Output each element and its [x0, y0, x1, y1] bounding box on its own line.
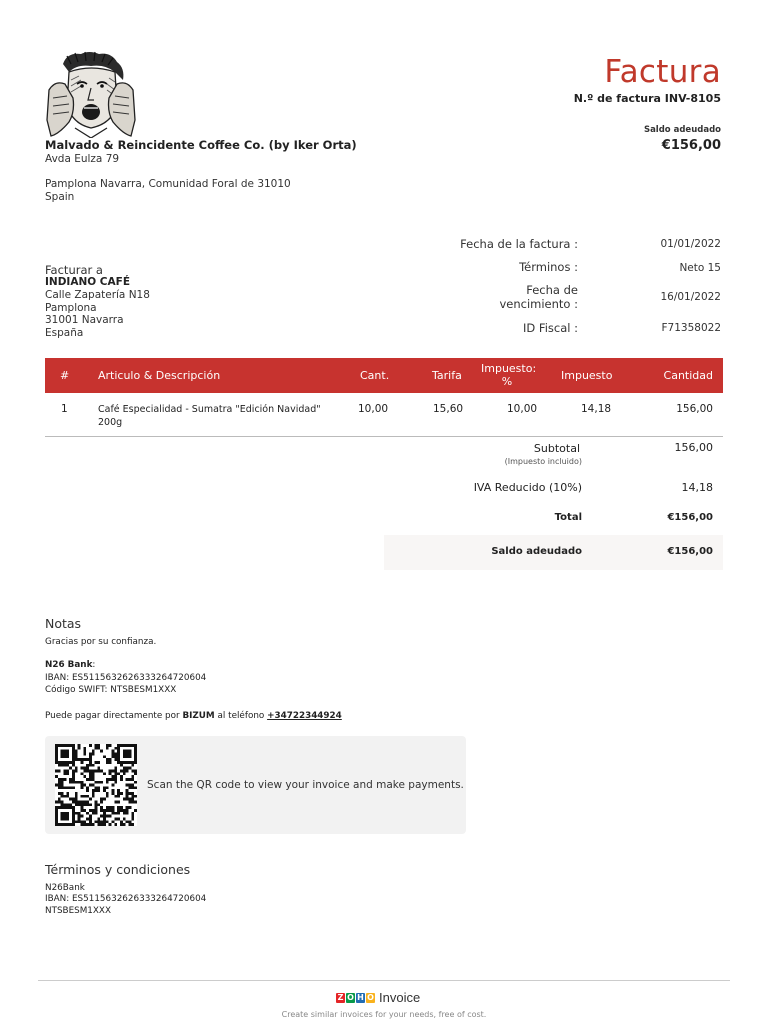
terms-title: Términos y condiciones: [45, 862, 191, 877]
row-rate: 15,60: [433, 403, 464, 415]
terms-value: Neto 15: [679, 262, 721, 274]
tax-id-label: ID Fiscal :: [523, 321, 578, 335]
header-amount: Cantidad: [663, 369, 713, 382]
bill-to-label: Facturar a: [45, 263, 103, 277]
row-tax: 14,18: [581, 403, 612, 415]
company-address-line1: Avda Eulza 79: [45, 153, 120, 165]
footer-divider: [38, 980, 730, 981]
terms-line1: N26Bank: [45, 883, 85, 893]
balance-due-total-value: €156,00: [667, 546, 713, 557]
zoho-letter: H: [357, 992, 364, 1002]
notes-bank-colon: :: [92, 660, 96, 670]
zoho-letter: Z: [337, 992, 344, 1002]
row-item-line2: 200g: [98, 417, 123, 428]
qr-code[interactable]: [53, 744, 139, 826]
due-date-value: 16/01/2022: [660, 291, 721, 303]
balance-due-amount: €156,00: [661, 138, 721, 153]
total-label: Total: [554, 512, 582, 523]
table-divider: [45, 436, 723, 437]
zoho-letter: O: [347, 992, 354, 1002]
bill-to-name: INDIANO CAFÉ: [45, 276, 130, 288]
zoho-logo-icon: [336, 993, 375, 1003]
balance-due-label: Saldo adeudado: [643, 125, 721, 135]
zoho-letter: O: [367, 992, 374, 1002]
notes-title: Notas: [45, 616, 82, 631]
invoice-number: N.º de factura INV-8105: [573, 92, 721, 105]
header-item: Articulo & Descripción: [98, 369, 221, 382]
bill-to-line2: Pamplona: [45, 302, 97, 314]
notes-swift: Código SWIFT: NTSBESM1XXX: [45, 685, 177, 695]
terms-line3: NTSBESM1XXX: [45, 906, 111, 916]
invoice-date-value: 01/01/2022: [660, 238, 721, 250]
notes-bank-name: N26 Bank: [45, 660, 93, 670]
header-tax: Impuesto: [561, 369, 613, 382]
qr-instructions: Scan the QR code to view your invoice and make payments.: [147, 779, 464, 791]
due-date-label-line2: vencimiento :: [499, 297, 578, 311]
notes-thanks: Gracias por su confianza.: [45, 637, 157, 647]
terms-label: Términos :: [519, 260, 578, 274]
header-rate: Tarifa: [432, 369, 462, 382]
subtotal-note: (Impuesto incluido): [504, 457, 582, 466]
row-qty: 10,00: [358, 403, 389, 415]
bill-to-line1: Calle Zapatería N18: [45, 289, 150, 301]
due-date-label: [438, 283, 578, 311]
company-logo-illustration: [45, 50, 137, 138]
bill-to-line4: España: [45, 327, 84, 339]
bill-to-line3: 31001 Navarra: [45, 314, 124, 326]
bizum-prefix: Puede pagar directamente por: [45, 711, 183, 721]
terms-line2: IBAN: ES5115632626333264720604: [45, 894, 207, 904]
bizum-word: BIZUM: [182, 711, 215, 721]
header-qty: Cant.: [360, 369, 390, 382]
total-value: €156,00: [667, 512, 713, 523]
bizum-phone-link[interactable]: +34722344924: [267, 711, 342, 721]
zoho-invoice-logo[interactable]: [336, 990, 420, 1005]
items-table-header: [45, 358, 723, 393]
notes-iban: IBAN: ES5115632626333264720604: [45, 673, 207, 683]
row-tax-pct: 10,00: [507, 403, 538, 415]
due-date-label-line1: Fecha de: [526, 283, 578, 297]
iva-value: 14,18: [681, 481, 713, 494]
row-item: [98, 403, 321, 429]
row-amount: 156,00: [676, 403, 713, 415]
balance-due-total-label: Saldo adeudado: [491, 546, 582, 557]
subtotal-value: 156,00: [674, 441, 713, 454]
header-tax-pct-line2: %: [501, 375, 513, 388]
subtotal-label: Subtotal: [533, 442, 580, 455]
footer-tagline[interactable]: Create similar invoices for your needs, free of cost.: [281, 1010, 487, 1019]
bizum-mid: al teléfono: [214, 711, 268, 721]
notes-bizum: [45, 711, 342, 721]
iva-label: IVA Reducido (10%): [473, 481, 582, 494]
company-name: Malvado & Reincidente Coffee Co. (by Iker Orta): [45, 138, 357, 152]
row-item-line1: Café Especialidad - Sumatra "Edición Navidad": [98, 404, 321, 415]
header-tax-pct: [481, 362, 537, 388]
header-num: #: [60, 369, 70, 382]
footer-brand: Invoice: [379, 990, 421, 1005]
company-address-line2: Pamplona Navarra, Comunidad Foral de 31010: [45, 178, 291, 190]
tax-id-value: F71358022: [661, 322, 721, 334]
row-num: 1: [61, 403, 68, 415]
header-tax-pct-line1: Impuesto:: [481, 362, 537, 375]
document-title: Factura: [604, 54, 721, 90]
invoice-date-label: Fecha de la factura :: [460, 237, 578, 251]
notes-bank: [45, 660, 95, 670]
company-country: Spain: [45, 191, 75, 203]
